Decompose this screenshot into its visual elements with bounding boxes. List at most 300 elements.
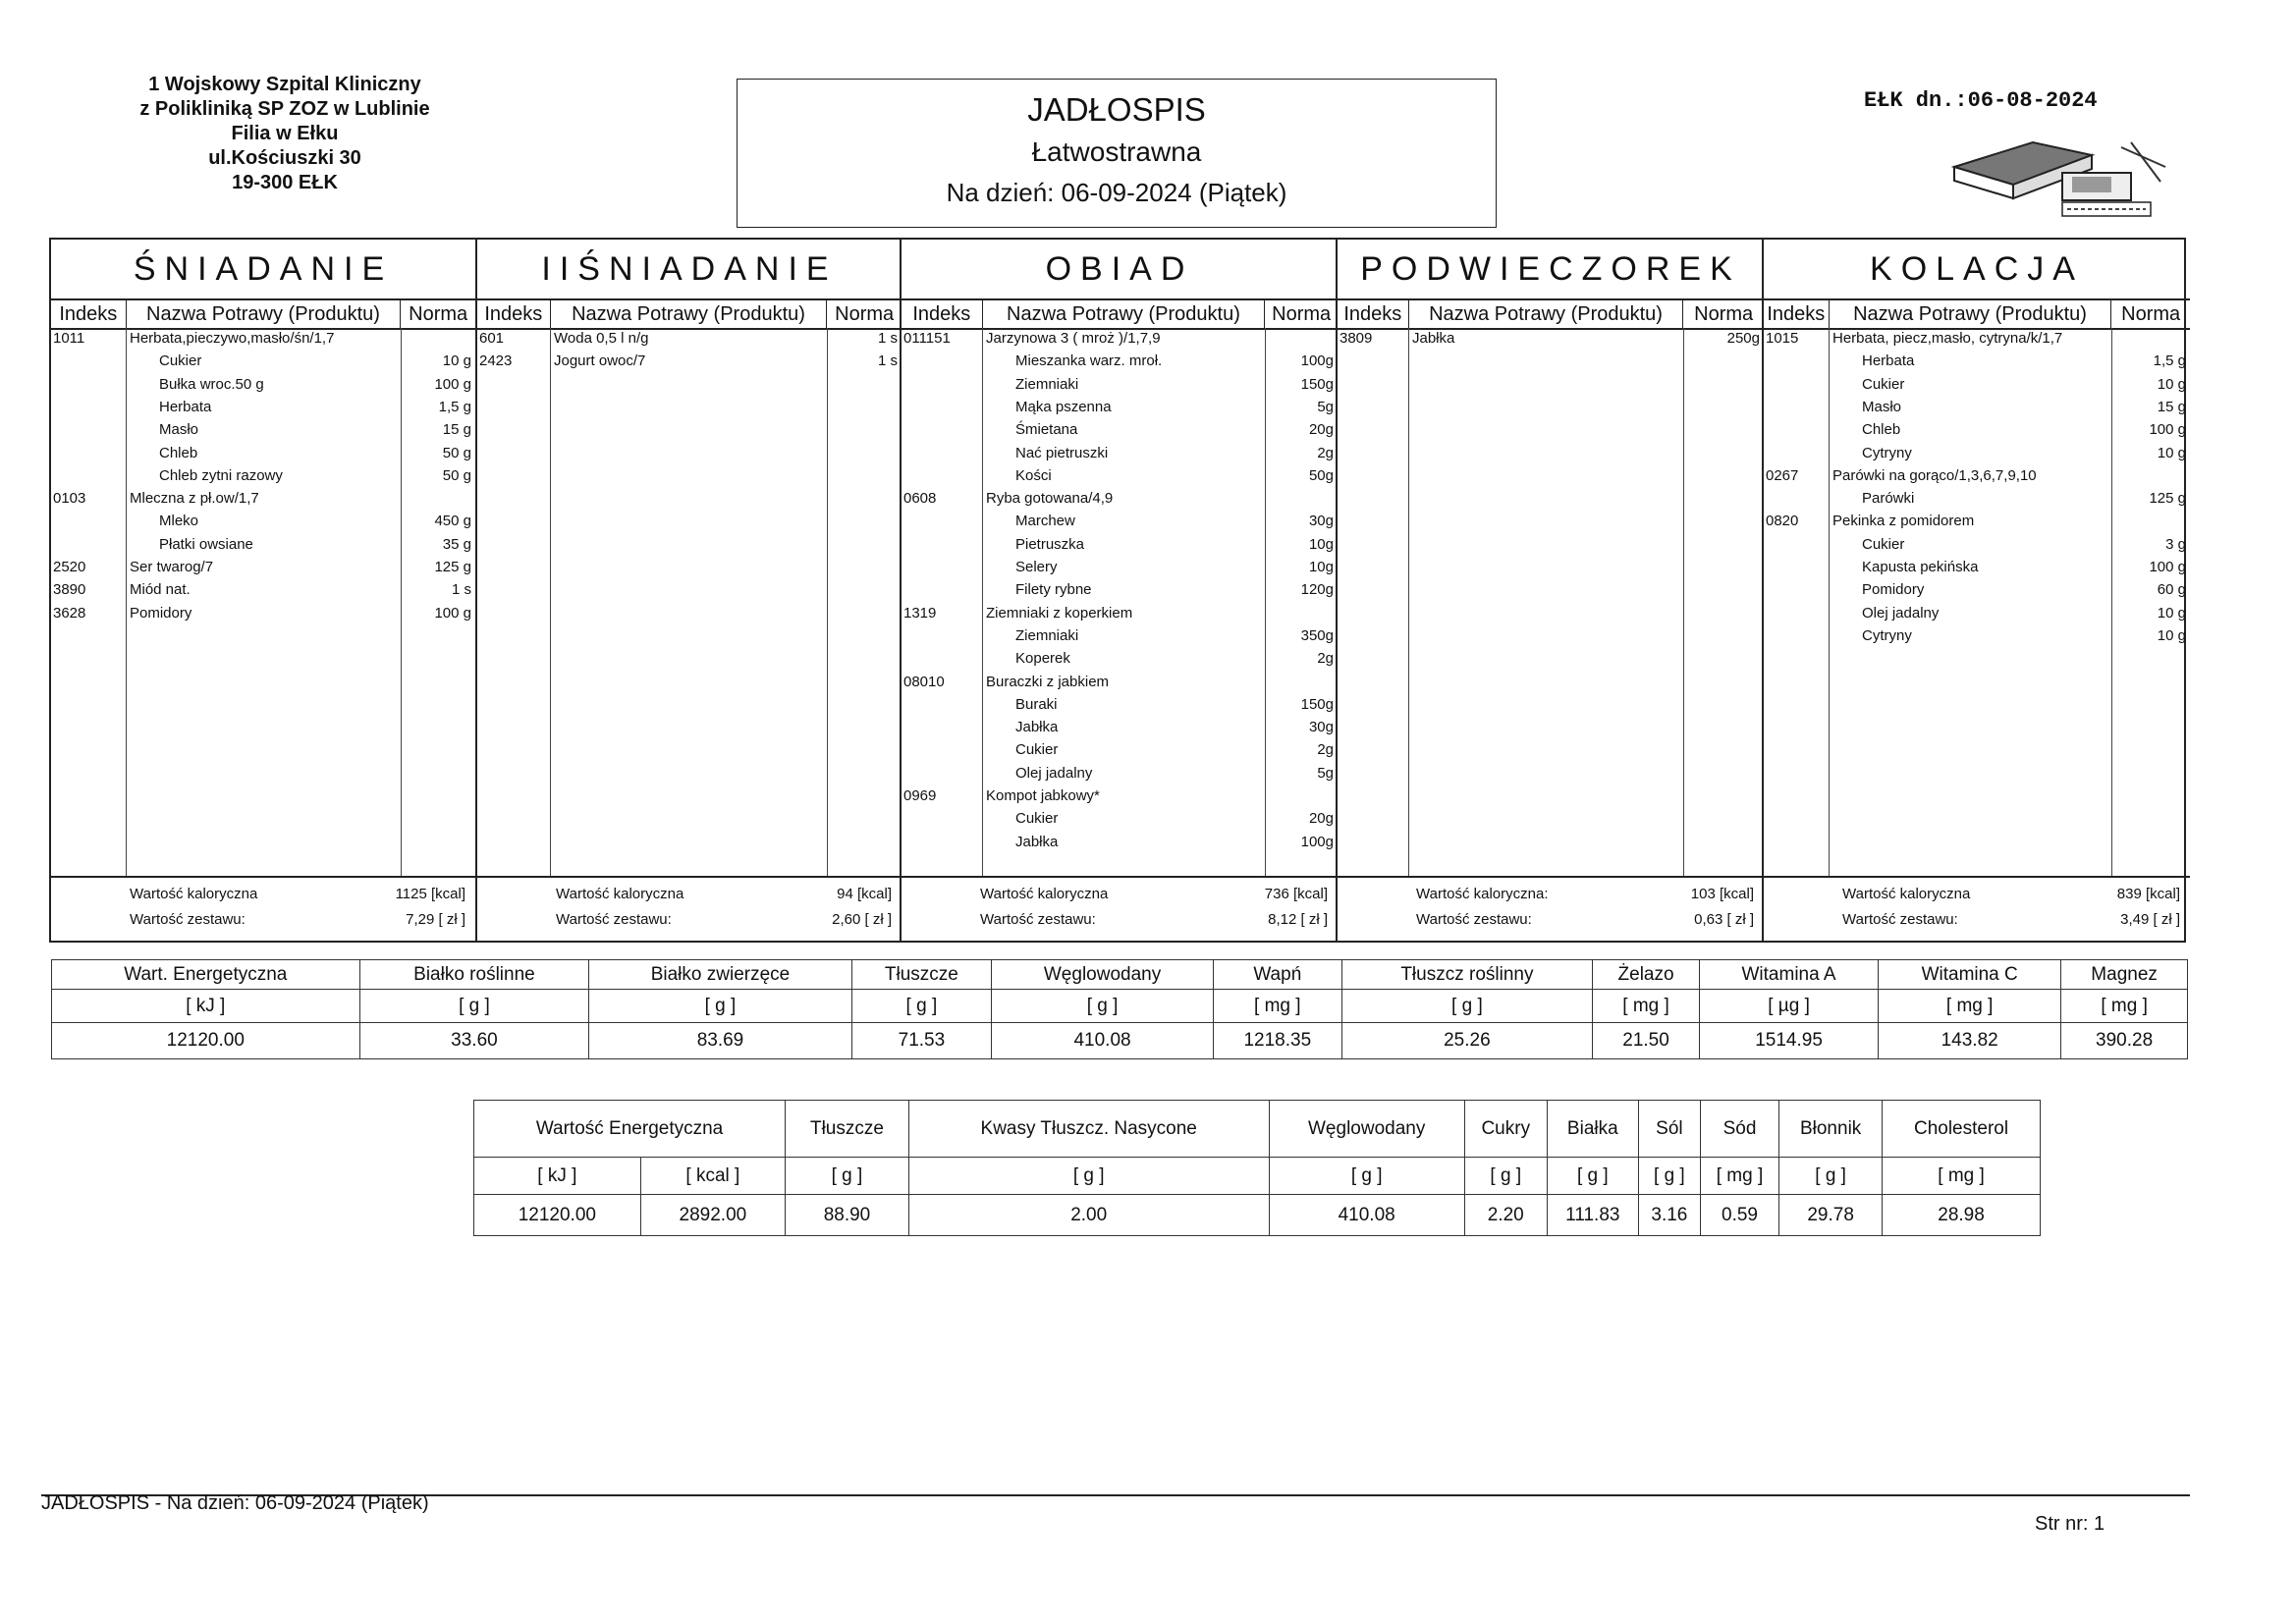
menu-item-row xyxy=(902,603,1338,624)
ingredient-name: Mleko xyxy=(159,513,199,530)
ingredient-name: Chleb xyxy=(1862,421,1901,439)
nutrient-unit: [ g ] xyxy=(1341,990,1592,1023)
cost-value: 0,63 [ zł ] xyxy=(1694,911,1754,928)
menu-item-row xyxy=(902,511,1338,532)
nutrient-header: Wart. Energetyczna xyxy=(52,960,360,990)
cost-label: Wartość zestawu: xyxy=(980,911,1096,928)
menu-item-row xyxy=(902,443,1338,464)
ingredient-name: Masło xyxy=(1862,398,1902,415)
menu-item-row xyxy=(51,603,475,624)
menu-item-row xyxy=(51,579,475,601)
column-header-name: Nazwa Potrawy (Produktu) xyxy=(1408,300,1683,328)
nutrient-header: Żelazo xyxy=(1593,960,1700,990)
item-norm: 2g xyxy=(1317,444,1334,461)
menu-item-row xyxy=(902,763,1338,784)
nutrition-header: Węglowodany xyxy=(1269,1101,1464,1158)
column-header-name: Nazwa Potrawy (Produktu) xyxy=(982,300,1265,328)
print-date: EŁK dn.:06-08-2024 xyxy=(1864,88,2098,113)
nutrient-header: Witamina A xyxy=(1699,960,1878,990)
column-header-index: Indeks xyxy=(484,302,543,325)
column-headers xyxy=(477,300,902,330)
menu-item-row xyxy=(51,351,475,372)
column-header-index: Indeks xyxy=(1767,302,1826,325)
menu-item-row xyxy=(51,397,475,418)
nutrition-unit: [ g ] xyxy=(786,1158,909,1195)
hospital-line: z Polikliniką SP ZOZ w Lublinie xyxy=(139,98,430,120)
nutrition-header: Cukry xyxy=(1464,1101,1547,1158)
dish-name: Jabłka xyxy=(1412,330,1455,347)
menu-item-row xyxy=(902,648,1338,670)
column-header-norm: Norma xyxy=(400,300,475,328)
column-header-norm: Norma xyxy=(1264,300,1338,328)
nutrient-value: 390.28 xyxy=(2061,1023,2188,1059)
menu-item-row xyxy=(1764,557,2190,578)
hospital-line: ul.Kościuszki 30 xyxy=(208,147,361,169)
item-norm: 350g xyxy=(1300,626,1334,644)
menu-item-row xyxy=(1764,419,2190,441)
nutrition-value: 29.78 xyxy=(1779,1195,1883,1236)
menu-item-row xyxy=(51,328,475,350)
column-header-name: Nazwa Potrawy (Produktu) xyxy=(1829,300,2111,328)
item-norm: 15 g xyxy=(2157,398,2186,415)
dish-name: Kompot jabkowy* xyxy=(986,787,1100,804)
menu-item-row xyxy=(1764,374,2190,396)
dish-name: Pomidory xyxy=(130,604,192,622)
ingredient-name: Koperek xyxy=(1015,650,1070,668)
item-index: 08010 xyxy=(903,673,945,690)
ingredient-name: Płatki owsiane xyxy=(159,535,253,553)
nutrition-header: Cholesterol xyxy=(1883,1101,2041,1158)
meal-items xyxy=(1764,328,2190,878)
item-index: 0820 xyxy=(1766,513,1799,530)
nutrition-header: Tłuszcze xyxy=(786,1101,909,1158)
dish-name: Ryba gotowana/4,9 xyxy=(986,490,1114,508)
meal-summary xyxy=(902,876,1338,941)
nutrient-value: 12120.00 xyxy=(52,1023,360,1059)
item-norm: 2g xyxy=(1317,650,1334,668)
nutrient-unit: [ mg ] xyxy=(1593,990,1700,1023)
nutrition-unit: [ g ] xyxy=(908,1158,1269,1195)
meal-items xyxy=(1338,328,1764,878)
column-headers xyxy=(902,300,1338,330)
nutrition-value: 410.08 xyxy=(1269,1195,1464,1236)
menu-item-row xyxy=(902,785,1338,807)
item-norm: 3 g xyxy=(2165,535,2186,553)
item-norm: 10 g xyxy=(2157,604,2186,622)
column-divider xyxy=(1408,328,1409,878)
ingredient-name: Olej jadalny xyxy=(1015,764,1093,782)
cost-label: Wartość zestawu: xyxy=(1842,911,1958,928)
item-norm: 100 g xyxy=(2149,421,2186,439)
nutrition-unit: [ g ] xyxy=(1638,1158,1700,1195)
ingredient-name: Buraki xyxy=(1015,695,1058,713)
ingredient-name: Filety rybne xyxy=(1015,581,1092,599)
meal-title: PODWIECZOREK xyxy=(1338,240,1764,300)
item-norm: 250g xyxy=(1726,330,1760,347)
kcal-value: 1125 [kcal] xyxy=(395,886,465,902)
meal-column xyxy=(1762,240,2190,941)
nutrition-unit: [ g ] xyxy=(1464,1158,1547,1195)
cost-label: Wartość zestawu: xyxy=(130,911,246,928)
menu-item-row xyxy=(51,557,475,578)
item-norm: 10g xyxy=(1308,535,1334,553)
nutrient-unit: [ g ] xyxy=(589,990,851,1023)
item-norm: 100g xyxy=(1300,833,1334,850)
page-number: Str nr: 1 xyxy=(2035,1513,2105,1535)
nutrition-header: Sól xyxy=(1638,1101,1700,1158)
item-norm: 1 s xyxy=(877,330,898,347)
dish-name: Pekinka z pomidorem xyxy=(1832,513,1975,530)
menu-item-row xyxy=(1764,511,2190,532)
ingredient-name: Cytryny xyxy=(1862,444,1912,461)
ingredient-name: Nać pietruszki xyxy=(1015,444,1109,461)
footer-title: JADŁOSPIS - Na dzień: 06-09-2024 (Piątek) xyxy=(41,1492,429,1514)
item-norm: 450 g xyxy=(434,513,471,530)
kcal-value: 839 [kcal] xyxy=(2116,886,2180,902)
nutrient-unit: [ mg ] xyxy=(1879,990,2061,1023)
ingredient-name: Cukier xyxy=(159,352,202,370)
menu-item-row xyxy=(902,557,1338,578)
hospital-line: 1 Wojskowy Szpital Kliniczny xyxy=(148,74,421,95)
hospital-line: 19-300 EŁK xyxy=(232,172,338,193)
item-norm: 5g xyxy=(1317,764,1334,782)
nutrient-header: Wapń xyxy=(1213,960,1341,990)
ingredient-name: Pomidory xyxy=(1862,581,1925,599)
column-divider xyxy=(1683,328,1684,878)
meal-column xyxy=(1336,240,1764,941)
hospital-address xyxy=(98,73,471,195)
meal-column xyxy=(51,240,475,941)
ingredient-name: Chleb xyxy=(159,444,198,461)
menu-item-row xyxy=(51,465,475,487)
dish-name: Parówki na gorąco/1,3,6,7,9,10 xyxy=(1832,466,2037,484)
hospital-line: Filia w Ełku xyxy=(231,123,339,144)
ingredient-name: Herbata xyxy=(1862,352,1915,370)
ingredient-name: Mieszanka warz. mroł. xyxy=(1015,352,1163,370)
item-norm: 1,5 g xyxy=(438,398,471,415)
dish-name: Miód nat. xyxy=(130,581,191,599)
menu-item-row xyxy=(1764,465,2190,487)
nutrition-value: 2.20 xyxy=(1464,1195,1547,1236)
column-headers xyxy=(1338,300,1764,330)
item-norm: 100 g xyxy=(434,604,471,622)
menu-item-row xyxy=(902,694,1338,716)
nutrition-value: 88.90 xyxy=(786,1195,909,1236)
nutrient-header: Tłuszcze xyxy=(851,960,992,990)
menu-item-row xyxy=(902,625,1338,647)
cost-value: 8,12 [ zł ] xyxy=(1268,911,1328,928)
menu-item-row xyxy=(1764,443,2190,464)
item-norm: 120g xyxy=(1300,581,1334,599)
item-norm: 20g xyxy=(1308,421,1334,439)
column-header-name: Nazwa Potrawy (Produktu) xyxy=(126,300,401,328)
nutrient-header: Witamina C xyxy=(1879,960,2061,990)
meal-summary xyxy=(1764,876,2190,941)
menu-item-row xyxy=(902,374,1338,396)
nutrition-label-table xyxy=(473,1100,2041,1236)
nutrient-value: 410.08 xyxy=(992,1023,1214,1059)
dish-name: Ziemniaki z koperkiem xyxy=(986,604,1133,622)
kcal-value: 103 [kcal] xyxy=(1690,886,1754,902)
meal-summary xyxy=(477,876,902,941)
ingredient-name: Ziemniaki xyxy=(1015,626,1079,644)
nutrition-header: Białka xyxy=(1547,1101,1638,1158)
menu-item-row xyxy=(477,328,902,350)
nutrition-unit: [ mg ] xyxy=(1700,1158,1778,1195)
item-norm: 20g xyxy=(1308,810,1334,828)
item-norm: 1,5 g xyxy=(2153,352,2186,370)
nutrition-value: 111.83 xyxy=(1547,1195,1638,1236)
nutrition-value: 12120.00 xyxy=(474,1195,641,1236)
cost-value: 3,49 [ zł ] xyxy=(2120,911,2180,928)
ingredient-name: Cukier xyxy=(1862,535,1905,553)
item-norm: 30g xyxy=(1308,719,1334,736)
item-index: 2423 xyxy=(479,352,513,370)
nutrient-unit: [ µg ] xyxy=(1699,990,1878,1023)
nutrition-header: Kwasy Tłuszcz. Nasycone xyxy=(908,1101,1269,1158)
dish-name: Herbata,pieczywo,masło/śn/1,7 xyxy=(130,330,335,347)
menu-item-row xyxy=(1764,625,2190,647)
column-header-index: Indeks xyxy=(59,302,118,325)
item-norm: 50 g xyxy=(442,444,471,461)
column-headers xyxy=(1764,300,2190,330)
nutrient-value: 83.69 xyxy=(589,1023,851,1059)
cost-value: 7,29 [ zł ] xyxy=(406,911,465,928)
menu-item-row xyxy=(1764,397,2190,418)
menu-item-row xyxy=(902,351,1338,372)
nutrient-header: Białko zwierzęce xyxy=(589,960,851,990)
nutrition-value: 2892.00 xyxy=(640,1195,785,1236)
item-index: 011151 xyxy=(903,330,951,347)
menu-item-row xyxy=(51,419,475,441)
dish-name: Herbata, piecz,masło, cytryna/k/1,7 xyxy=(1832,330,2063,347)
nutrient-header: Magnez xyxy=(2061,960,2188,990)
kcal-label: Wartość kaloryczna xyxy=(980,886,1109,902)
dish-name: Jarzynowa 3 ( mroż )/1,7,9 xyxy=(986,330,1161,347)
menu-item-row xyxy=(1764,488,2190,510)
ingredient-name: Olej jadalny xyxy=(1862,604,1940,622)
menu-item-row xyxy=(902,397,1338,418)
title-box xyxy=(737,79,1497,228)
menu-item-row xyxy=(902,672,1338,693)
meal-items xyxy=(477,328,902,878)
menu-item-row xyxy=(1764,534,2190,556)
ingredient-name: Selery xyxy=(1015,559,1058,575)
menu-item-row xyxy=(51,374,475,396)
nutrition-header: Błonnik xyxy=(1779,1101,1883,1158)
meal-summary xyxy=(1338,876,1764,941)
item-norm: 125 g xyxy=(2149,490,2186,508)
meal-title: KOLACJA xyxy=(1764,240,2190,300)
menu-item-row xyxy=(51,534,475,556)
item-index: 1319 xyxy=(903,604,937,622)
meal-title: IIŚNIADANIE xyxy=(477,240,902,300)
meal-items xyxy=(902,328,1338,878)
meal-summary xyxy=(51,876,475,941)
menu-item-row xyxy=(1764,328,2190,350)
item-norm: 60 g xyxy=(2157,581,2186,599)
item-norm: 100 g xyxy=(434,375,471,393)
item-index: 3809 xyxy=(1339,330,1373,347)
item-index: 0267 xyxy=(1766,466,1799,484)
menu-date: Na dzień: 06-09-2024 (Piątek) xyxy=(946,178,1287,207)
item-index: 1011 xyxy=(53,330,85,347)
nutrient-value: 21.50 xyxy=(1593,1023,1700,1059)
nutrient-value: 33.60 xyxy=(359,1023,589,1059)
item-index: 2520 xyxy=(53,559,86,575)
meal-title: OBIAD xyxy=(902,240,1338,300)
dish-name: Woda 0,5 l n/g xyxy=(554,330,649,347)
nutrition-unit: [ mg ] xyxy=(1883,1158,2041,1195)
menu-item-row xyxy=(1764,603,2190,624)
cost-label: Wartość zestawu: xyxy=(556,911,672,928)
menu-item-row xyxy=(1338,328,1764,350)
diet-name: Łatwostrawna xyxy=(1031,136,1202,167)
meal-column xyxy=(475,240,902,941)
nutrition-unit: [ g ] xyxy=(1269,1158,1464,1195)
item-norm: 2g xyxy=(1317,741,1334,759)
menu-item-row xyxy=(51,443,475,464)
item-index: 0608 xyxy=(903,490,937,508)
ingredient-name: Bułka wroc.50 g xyxy=(159,375,264,393)
kcal-label: Wartość kaloryczna xyxy=(130,886,258,902)
nutrient-summary-table xyxy=(51,959,2188,1059)
book-logo-icon xyxy=(1944,137,2170,228)
nutrient-value: 71.53 xyxy=(851,1023,992,1059)
menu-item-row xyxy=(902,717,1338,738)
item-index: 0103 xyxy=(53,490,86,508)
meal-items xyxy=(51,328,475,878)
menu-item-row xyxy=(902,808,1338,830)
ingredient-name: Mąka pszenna xyxy=(1015,398,1112,415)
nutrition-header: Wartość Energetyczna xyxy=(474,1101,786,1158)
item-index: 601 xyxy=(479,330,505,347)
item-index: 3628 xyxy=(53,604,86,622)
ingredient-name: Śmietana xyxy=(1015,421,1078,439)
item-norm: 10 g xyxy=(2157,375,2186,393)
menu-item-row xyxy=(902,534,1338,556)
nutrition-value: 28.98 xyxy=(1883,1195,2041,1236)
meal-column xyxy=(900,240,1338,941)
page-title: JADŁOSPIS xyxy=(1027,91,1206,128)
column-header-index: Indeks xyxy=(912,302,971,325)
nutrient-unit: [ g ] xyxy=(851,990,992,1023)
ingredient-name: Cukier xyxy=(1015,741,1059,759)
kcal-label: Wartość kaloryczna xyxy=(556,886,684,902)
item-norm: 10 g xyxy=(442,352,471,370)
cost-label: Wartość zestawu: xyxy=(1416,911,1532,928)
item-norm: 1 s xyxy=(451,581,471,599)
menu-item-row xyxy=(902,739,1338,761)
nutrition-unit: [ kcal ] xyxy=(640,1158,785,1195)
nutrient-value: 143.82 xyxy=(1879,1023,2061,1059)
ingredient-name: Chleb zytni razowy xyxy=(159,466,283,484)
menu-item-row xyxy=(902,419,1338,441)
nutrient-header: Białko roślinne xyxy=(359,960,589,990)
item-index: 1015 xyxy=(1766,330,1799,347)
item-norm: 125 g xyxy=(434,559,471,575)
item-norm: 15 g xyxy=(442,421,471,439)
item-norm: 50g xyxy=(1308,466,1334,484)
ingredient-name: Kapusta pekińska xyxy=(1862,559,1979,575)
item-norm: 50 g xyxy=(442,466,471,484)
menu-item-row xyxy=(902,328,1338,350)
cost-value: 2,60 [ zł ] xyxy=(832,911,892,928)
nutrition-unit: [ g ] xyxy=(1547,1158,1638,1195)
menu-item-row xyxy=(477,351,902,372)
column-header-name: Nazwa Potrawy (Produktu) xyxy=(550,300,827,328)
nutrition-unit: [ kJ ] xyxy=(474,1158,641,1195)
ingredient-name: Cukier xyxy=(1015,810,1059,828)
column-header-norm: Norma xyxy=(826,300,902,328)
column-headers xyxy=(51,300,475,330)
ingredient-name: Ziemniaki xyxy=(1015,375,1079,393)
meal-title: ŚNIADANIE xyxy=(51,240,475,300)
menu-item-row xyxy=(902,488,1338,510)
menu-item-row xyxy=(51,511,475,532)
ingredient-name: Herbata xyxy=(159,398,212,415)
nutrient-unit: [ mg ] xyxy=(2061,990,2188,1023)
kcal-label: Wartość kaloryczna: xyxy=(1416,886,1549,902)
dish-name: Mleczna z pł.ow/1,7 xyxy=(130,490,259,508)
item-norm: 35 g xyxy=(442,535,471,553)
kcal-value: 94 [kcal] xyxy=(837,886,892,902)
item-norm: 150g xyxy=(1300,375,1334,393)
nutrient-value: 1218.35 xyxy=(1213,1023,1341,1059)
nutrient-unit: [ g ] xyxy=(992,990,1214,1023)
menu-item-row xyxy=(902,465,1338,487)
nutrient-header: Węglowodany xyxy=(992,960,1214,990)
item-index: 0969 xyxy=(903,787,937,804)
ingredient-name: Cukier xyxy=(1862,375,1905,393)
ingredient-name: Cytryny xyxy=(1862,626,1912,644)
ingredient-name: Jabłka xyxy=(1015,833,1059,850)
item-norm: 150g xyxy=(1300,695,1334,713)
ingredient-name: Marchew xyxy=(1015,513,1075,530)
menu-item-row xyxy=(902,832,1338,853)
dish-name: Jogurt owoc/7 xyxy=(554,352,646,370)
nutrient-header: Tłuszcz roślinny xyxy=(1341,960,1592,990)
column-header-index: Indeks xyxy=(1343,302,1402,325)
menu-item-row xyxy=(902,579,1338,601)
meals-table xyxy=(49,238,2186,943)
nutrition-header: Sód xyxy=(1700,1101,1778,1158)
item-norm: 30g xyxy=(1308,513,1334,530)
item-norm: 1 s xyxy=(877,352,898,370)
item-norm: 10 g xyxy=(2157,626,2186,644)
item-norm: 100g xyxy=(1300,352,1334,370)
nutrition-unit: [ g ] xyxy=(1779,1158,1883,1195)
menu-item-row xyxy=(1764,579,2190,601)
column-header-norm: Norma xyxy=(2110,300,2190,328)
nutrient-value: 1514.95 xyxy=(1699,1023,1878,1059)
nutrient-unit: [ mg ] xyxy=(1213,990,1341,1023)
nutrient-unit: [ kJ ] xyxy=(52,990,360,1023)
kcal-label: Wartość kaloryczna xyxy=(1842,886,1971,902)
nutrient-value: 25.26 xyxy=(1341,1023,1592,1059)
column-header-norm: Norma xyxy=(1682,300,1764,328)
ingredient-name: Jabłka xyxy=(1015,719,1059,736)
nutrition-value: 3.16 xyxy=(1638,1195,1700,1236)
menu-item-row xyxy=(51,488,475,510)
dish-name: Buraczki z jabkiem xyxy=(986,673,1110,690)
ingredient-name: Pietruszka xyxy=(1015,535,1085,553)
nutrient-unit: [ g ] xyxy=(359,990,589,1023)
item-index: 3890 xyxy=(53,581,86,599)
dish-name: Ser twarog/7 xyxy=(130,559,214,575)
item-norm: 10g xyxy=(1308,559,1334,575)
item-norm: 100 g xyxy=(2149,559,2186,575)
